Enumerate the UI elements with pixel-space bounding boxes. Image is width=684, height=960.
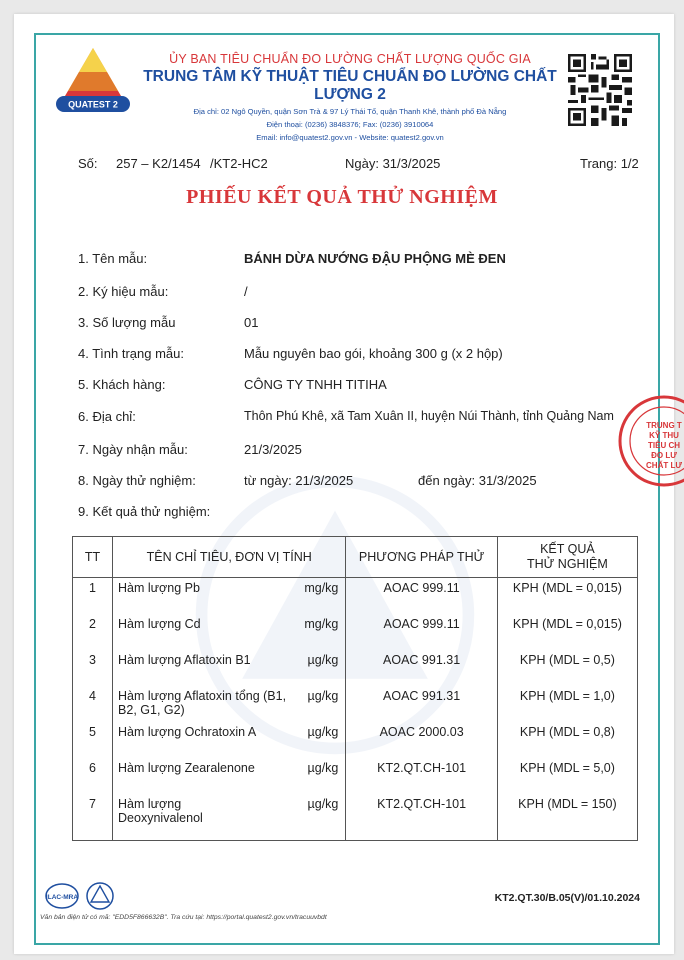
- header-result-line1: KẾT QUẢ: [540, 542, 595, 556]
- field-value-sample-name: BÁNH DỪA NƯỚNG ĐẬU PHỘNG MÈ ĐEN: [244, 251, 506, 266]
- results-table-header: [73, 537, 638, 578]
- row-result: KPH (MDL = 0,015): [497, 578, 637, 615]
- row-unit: µg/kg: [307, 761, 339, 775]
- row-unit: µg/kg: [307, 653, 339, 667]
- doc-number-value: 257 – K2/1454: [116, 156, 201, 171]
- doc-number-label: Số:: [78, 156, 98, 171]
- document-title: PHIẾU KẾT QUẢ THỬ NGHIỆM: [186, 186, 498, 208]
- qr-code: [568, 54, 632, 126]
- row-method: AOAC 999.11: [346, 578, 497, 615]
- row-name-cell: [113, 794, 346, 841]
- row-method: AOAC 991.31: [346, 686, 497, 722]
- field-label-address: 6. Địa chỉ:: [78, 409, 136, 424]
- table-row: [73, 614, 638, 650]
- row-tt: 4: [73, 686, 113, 722]
- field-value-test-date-to: đến ngày: 31/3/2025: [418, 473, 537, 488]
- field-value-sample-code: /: [244, 284, 248, 299]
- field-value-sample-condition: Mẫu nguyên bao gói, khoảng 300 g (x 2 hộp): [244, 346, 503, 361]
- table-row: [73, 578, 638, 615]
- header-organization: [142, 52, 558, 143]
- field-label-sample-condition: 4. Tình trạng mẫu:: [78, 346, 184, 361]
- row-result: KPH (MDL = 1,0): [497, 686, 637, 722]
- row-name: Hàm lượng Zearalenone: [118, 761, 255, 775]
- row-name: Hàm lượng Deoxynivalenol: [118, 797, 203, 825]
- row-method: KT2.QT.CH-101: [346, 758, 497, 794]
- doc-date: Ngày: 31/3/2025: [345, 156, 441, 171]
- row-method: AOAC 999.11: [346, 614, 497, 650]
- row-name: Hàm lượng Aflatoxin tổng (B1, B2, G1, G2): [118, 689, 287, 717]
- row-result: KPH (MDL = 0,5): [497, 650, 637, 686]
- field-label-customer: 5. Khách hàng:: [78, 377, 166, 392]
- form-code: KT2.QT.30/B.05(V)/01.10.2024: [494, 892, 640, 904]
- row-name: Hàm lượng Aflatoxin B1: [118, 653, 251, 667]
- org-address: Địa chỉ: 02 Ngô Quyền, quận Sơn Trà & 97 Lý Thái Tổ, quận Thanh Khê, thành phố Đà Nẵng: [193, 107, 507, 116]
- table-row: [73, 650, 638, 686]
- row-name: Hàm lượng Cd: [118, 617, 201, 631]
- field-value-address: Thôn Phú Khê, xã Tam Xuân II, huyện Núi Thành, tỉnh Quảng Nam: [244, 409, 614, 423]
- row-unit: mg/kg: [304, 617, 339, 631]
- row-tt: 3: [73, 650, 113, 686]
- doc-number-suffix: /KT2-HC2: [210, 156, 268, 171]
- field-value-received-date: 21/3/2025: [244, 442, 302, 457]
- field-label-sample-code: 2. Ký hiệu mẫu:: [78, 284, 169, 299]
- row-method: KT2.QT.CH-101: [346, 794, 497, 841]
- row-tt: 5: [73, 722, 113, 758]
- svg-text:ĐO LƯ: ĐO LƯ: [651, 451, 677, 460]
- accreditation-logos: [44, 880, 124, 914]
- table-row: [73, 758, 638, 794]
- ilac-mra-logo-text: ILAC-MRA: [45, 894, 79, 901]
- row-unit: µg/kg: [307, 689, 339, 703]
- svg-text:TIÊU CH: TIÊU CH: [648, 441, 680, 450]
- row-name-cell: [113, 614, 346, 650]
- row-name-cell: [113, 686, 346, 722]
- row-name-cell: [113, 722, 346, 758]
- row-result: KPH (MDL = 0,015): [497, 614, 637, 650]
- header-result: [497, 537, 637, 578]
- table-row: [73, 722, 638, 758]
- field-label-sample-name: 1. Tên mẫu:: [78, 251, 148, 266]
- org-line-2: TRUNG TÂM KỸ THUẬT TIÊU CHUẨN ĐO LƯỜNG CHẤT LƯỢNG 2: [143, 68, 557, 103]
- field-label-sample-quantity: 3. Số lượng mẫu: [78, 315, 176, 330]
- field-value-sample-quantity: 01: [244, 315, 259, 330]
- electronic-doc-note: Văn bản điện tử có mã: "EDD5F866632B". Tra cứu tại: https://portal.quatest2.gov.vn/tracuuvbdt: [40, 914, 327, 921]
- svg-text:TRUNG T: TRUNG T: [646, 421, 682, 430]
- org-email: Email: info@quatest2.gov.vn - Website: quatest2.gov.vn: [256, 133, 444, 142]
- row-name-cell: [113, 758, 346, 794]
- row-name-cell: [113, 578, 346, 615]
- row-name-cell: [113, 650, 346, 686]
- field-label-received-date: 7. Ngày nhận mẫu:: [78, 442, 188, 457]
- field-value-customer: CÔNG TY TNHH TITIHA: [244, 377, 387, 392]
- row-result: KPH (MDL = 0,8): [497, 722, 637, 758]
- row-tt: 1: [73, 578, 113, 615]
- row-tt: 2: [73, 614, 113, 650]
- row-tt: 6: [73, 758, 113, 794]
- header-method: PHƯƠNG PHÁP THỬ: [346, 537, 497, 578]
- org-phone: Điện thoại: (0236) 3848376; Fax: (0236) 3910064: [266, 120, 434, 129]
- row-unit: mg/kg: [304, 581, 339, 595]
- svg-text:CHẤT LƯ: CHẤT LƯ: [646, 461, 682, 470]
- table-row: [73, 686, 638, 722]
- row-method: AOAC 991.31: [346, 650, 497, 686]
- field-label-test-date: 8. Ngày thử nghiệm:: [78, 473, 196, 488]
- svg-text:KỸ THU: KỸ THU: [649, 431, 679, 440]
- row-tt: 7: [73, 794, 113, 841]
- field-value-test-date-from: từ ngày: 21/3/2025: [244, 473, 354, 488]
- row-name: Hàm lượng Ochratoxin A: [118, 725, 257, 739]
- row-name: Hàm lượng Pb: [118, 581, 200, 595]
- row-unit: µg/kg: [307, 797, 339, 811]
- header-tt: TT: [73, 537, 113, 578]
- doc-page: Trang: 1/2: [580, 156, 639, 171]
- row-method: AOAC 2000.03: [346, 722, 497, 758]
- table-row: [73, 794, 638, 841]
- field-label-test-results: 9. Kết quả thử nghiệm:: [78, 504, 211, 519]
- quatest-logo: [52, 46, 134, 122]
- header-name: TÊN CHỈ TIÊU, ĐƠN VỊ TÍNH: [113, 537, 346, 578]
- row-result: KPH (MDL = 5,0): [497, 758, 637, 794]
- red-seal-stamp: [614, 386, 684, 496]
- logo-text: QUATEST 2: [68, 99, 118, 110]
- row-unit: µg/kg: [307, 725, 339, 739]
- org-line-1: ỦY BAN TIÊU CHUẨN ĐO LƯỜNG CHẤT LƯỢNG QUỐC GIA: [169, 52, 531, 66]
- header-result-line2: THỬ NGHIỆM: [527, 557, 608, 571]
- row-result: KPH (MDL = 150): [497, 794, 637, 841]
- results-table: [72, 536, 638, 841]
